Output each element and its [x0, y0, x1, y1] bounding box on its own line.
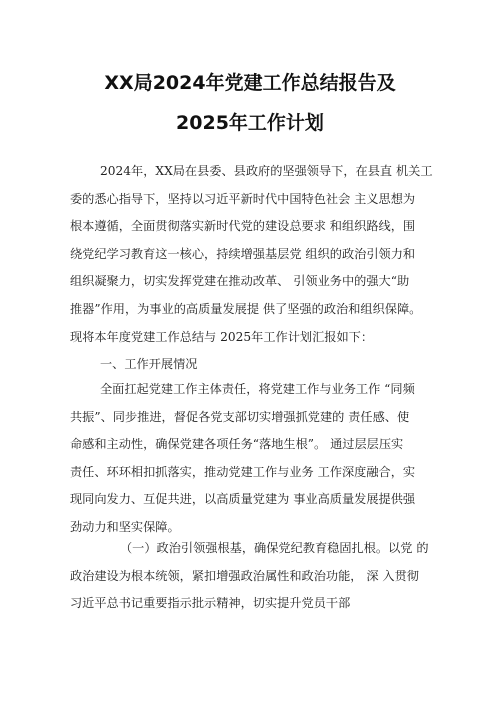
- section-heading-text: 一、工作开展情况: [100, 357, 198, 371]
- subsection-paragraph: [70, 535, 438, 618]
- body-paragraph: [70, 376, 438, 542]
- paragraph-line: 习近平总书记重要指示批示精神，切实提升党员干部: [70, 596, 351, 611]
- paragraph-line: 现将本年度党建工作总结与 2025年工作计划汇报如下：: [70, 329, 374, 344]
- paragraph-line: 全面扛起党建工作主体责任，将党建工作与业务工作 “同频: [100, 382, 415, 396]
- paragraph-line: 命感和主动性，确保党建各项任务“落地生根”。 通过层层压实: [70, 437, 404, 452]
- section-heading: [70, 351, 438, 379]
- paragraph-line: 政治建设为根本统领，紧扣增强政治属性和政治功能， 深 入贯彻: [70, 568, 419, 583]
- paragraph-line: 推器”作用，为事业的高质量发展提 供了坚强的政治和组织保障。: [70, 301, 422, 316]
- paragraph-line: 劲动力和坚实保障。: [70, 519, 180, 534]
- paragraph-line: 共振”、同步推进，督促各党支部切实增强抓党建的 责任感、使: [70, 409, 410, 424]
- paragraph-line: 现同向发力、互促共进，以高质量党建为 事业高质量发展提供强: [70, 492, 416, 507]
- document-title-line-2: 2025年工作计划: [176, 112, 324, 134]
- paragraph-line: 2024年，XX局在县委、县政府的坚强领导下，在县直 机关工: [100, 164, 433, 178]
- paragraph-line: 委的悉心指导下，坚持以习近平新时代中国特色社会 主义思想为: [70, 191, 416, 206]
- paragraph-line: 绕党纪学习教育这一核心，持续增强基层党 组织的政治引领力和: [70, 246, 416, 261]
- paragraph-line: 组织凝聚力，切实发挥党建在推动改革、 引领业务中的强大“助: [70, 274, 410, 289]
- paragraph-line: （一）政治引领强根基，确保党纪教育稳固扎根。以党 的: [120, 541, 429, 555]
- paragraph-line: 责任、环环相扣抓落实，推动党建工作与业务 工作深度融合，实: [70, 464, 416, 479]
- paragraph-line: 根本遵循，全面贯彻落实新时代党的建设总要求 和组织路线，围: [70, 219, 416, 234]
- intro-paragraph: [70, 158, 438, 351]
- document-title-line-1: XX局2024年党建工作总结报告及: [104, 72, 396, 94]
